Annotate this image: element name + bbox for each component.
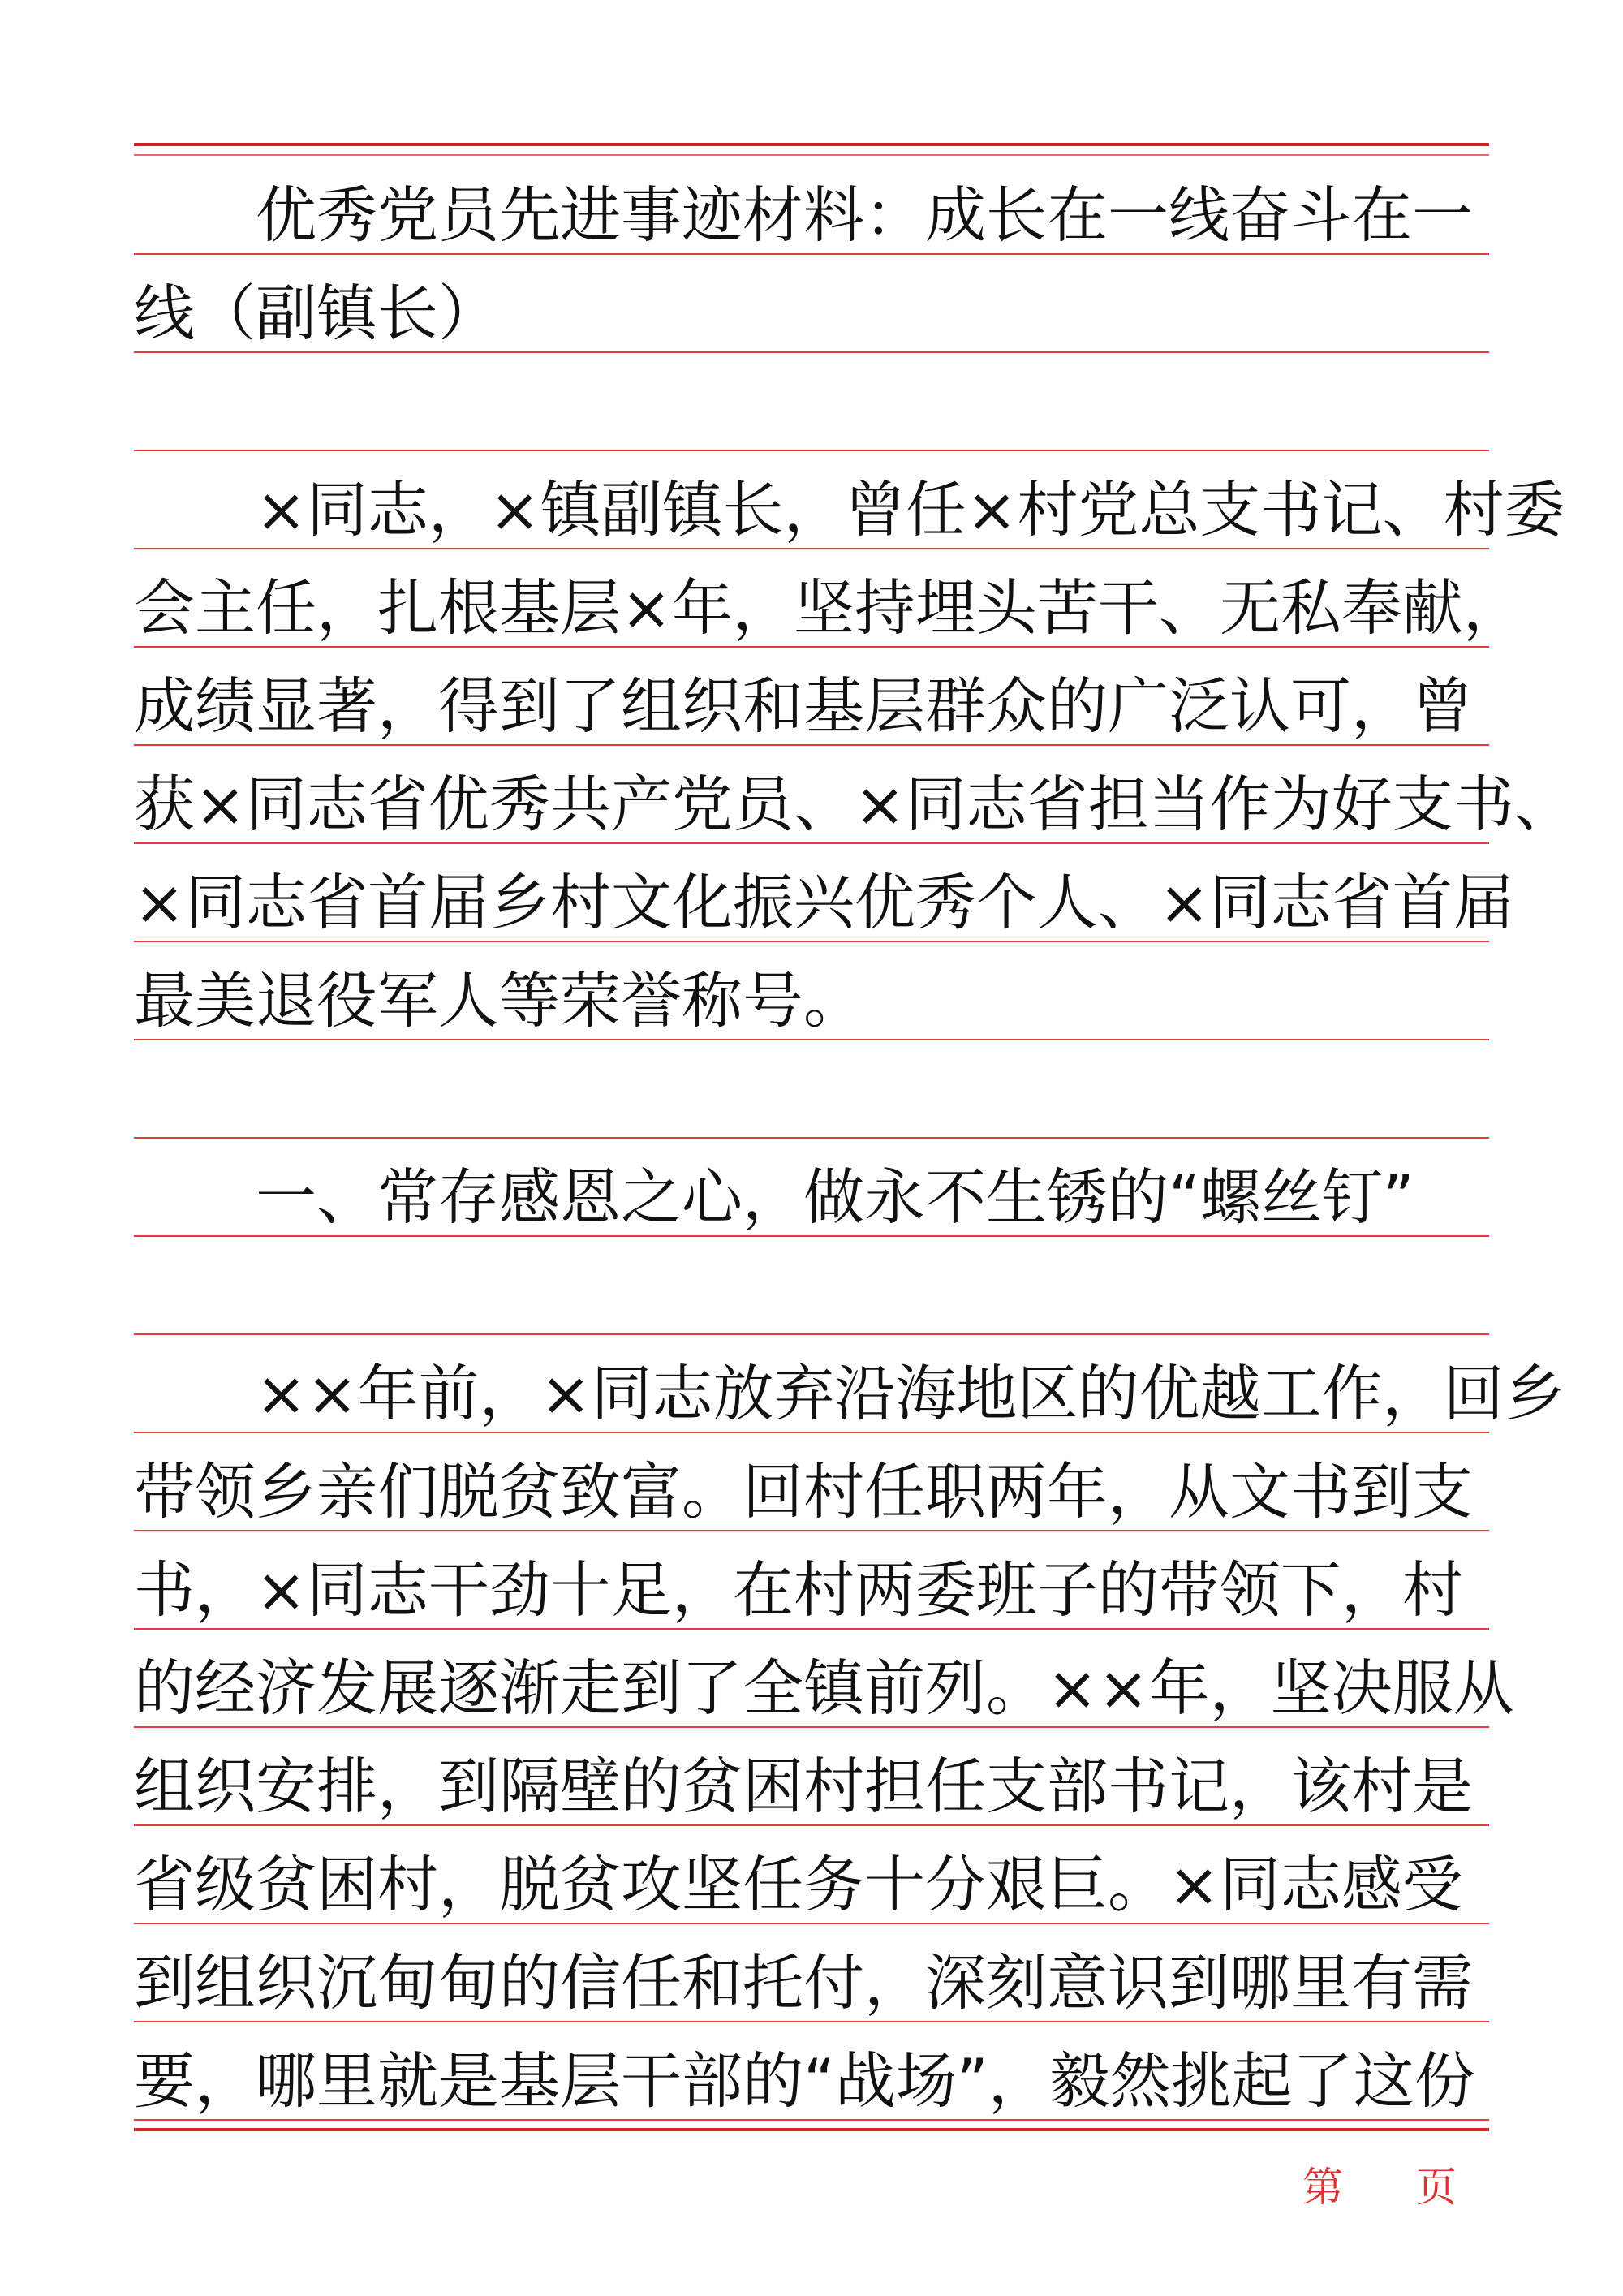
title-line-2: 线（副镇长） [134,278,500,349]
ruled-line [134,646,1489,648]
body-line: 获×同志省优秀共产党员、×同志省担当作为好支书、 [134,769,1575,840]
footer-page-right: 页 [1416,2164,1457,2211]
ruled-line [134,351,1489,353]
body-line: ××年前，×同志放弃沿海地区的优越工作，回乡 [134,1358,1565,1429]
top-rule-thick [134,143,1489,146]
ruled-line [134,1039,1489,1040]
ruled-line [134,842,1489,844]
ruled-line [134,1333,1489,1335]
ruled-line [134,1432,1489,1433]
body-line: 最美退役军人等荣誉称号。 [134,965,865,1036]
ruled-line [134,1628,1489,1630]
body-line: 要，哪里就是基层干部的“战场”，毅然挑起了这份 [134,2045,1475,2117]
title-line-1: 优秀党员先进事迹材料：成长在一线奋斗在一 [134,179,1474,251]
ruled-line [134,1726,1489,1728]
ruled-line [134,2119,1489,2121]
footer-page-left: 第 [1302,2164,1343,2211]
ruled-line [134,1530,1489,1531]
ruled-line [134,2021,1489,2022]
body-line: 的经济发展逐渐走到了全镇前列。××年，坚决服从 [134,1652,1514,1724]
bottom-rule-thick [134,2128,1489,2131]
ruled-line [134,548,1489,549]
ruled-line [134,450,1489,451]
body-line: ×同志，×镇副镇长，曾任×村党总支书记、村委 [134,474,1565,545]
section-heading: 一、常存感恩之心，做永不生锈的“螺丝钉” [134,1161,1414,1233]
body-line: 到组织沉甸甸的信任和托付，深刻意识到哪里有需 [134,1947,1474,2018]
ruled-line [134,1235,1489,1237]
body-line: 省级贫困村，脱贫攻坚任务十分艰巨。×同志感受 [134,1849,1463,1920]
body-line: 会主任，扎根基层×年，坚持埋头苦干、无私奉献， [134,572,1524,644]
ruled-line [134,941,1489,942]
ruled-line [134,253,1489,255]
top-rule-thin [134,154,1489,156]
body-line: 组织安排，到隔壁的贫困村担任支部书记，该村是 [134,1751,1474,1822]
body-line: 书，×同志干劲十足，在村两委班子的带领下，村 [134,1554,1463,1626]
ruled-line [134,1824,1489,1826]
body-line: 带领乡亲们脱贫致富。回村任职两年，从文书到支 [134,1456,1474,1527]
body-line: 成绩显著，得到了组织和基层群众的广泛认可，曾 [134,670,1474,742]
ruled-line [134,744,1489,746]
ruled-line [134,1923,1489,1924]
body-line: ×同志省首届乡村文化振兴优秀个人、×同志省首届 [134,867,1514,938]
ruled-line [134,1137,1489,1139]
